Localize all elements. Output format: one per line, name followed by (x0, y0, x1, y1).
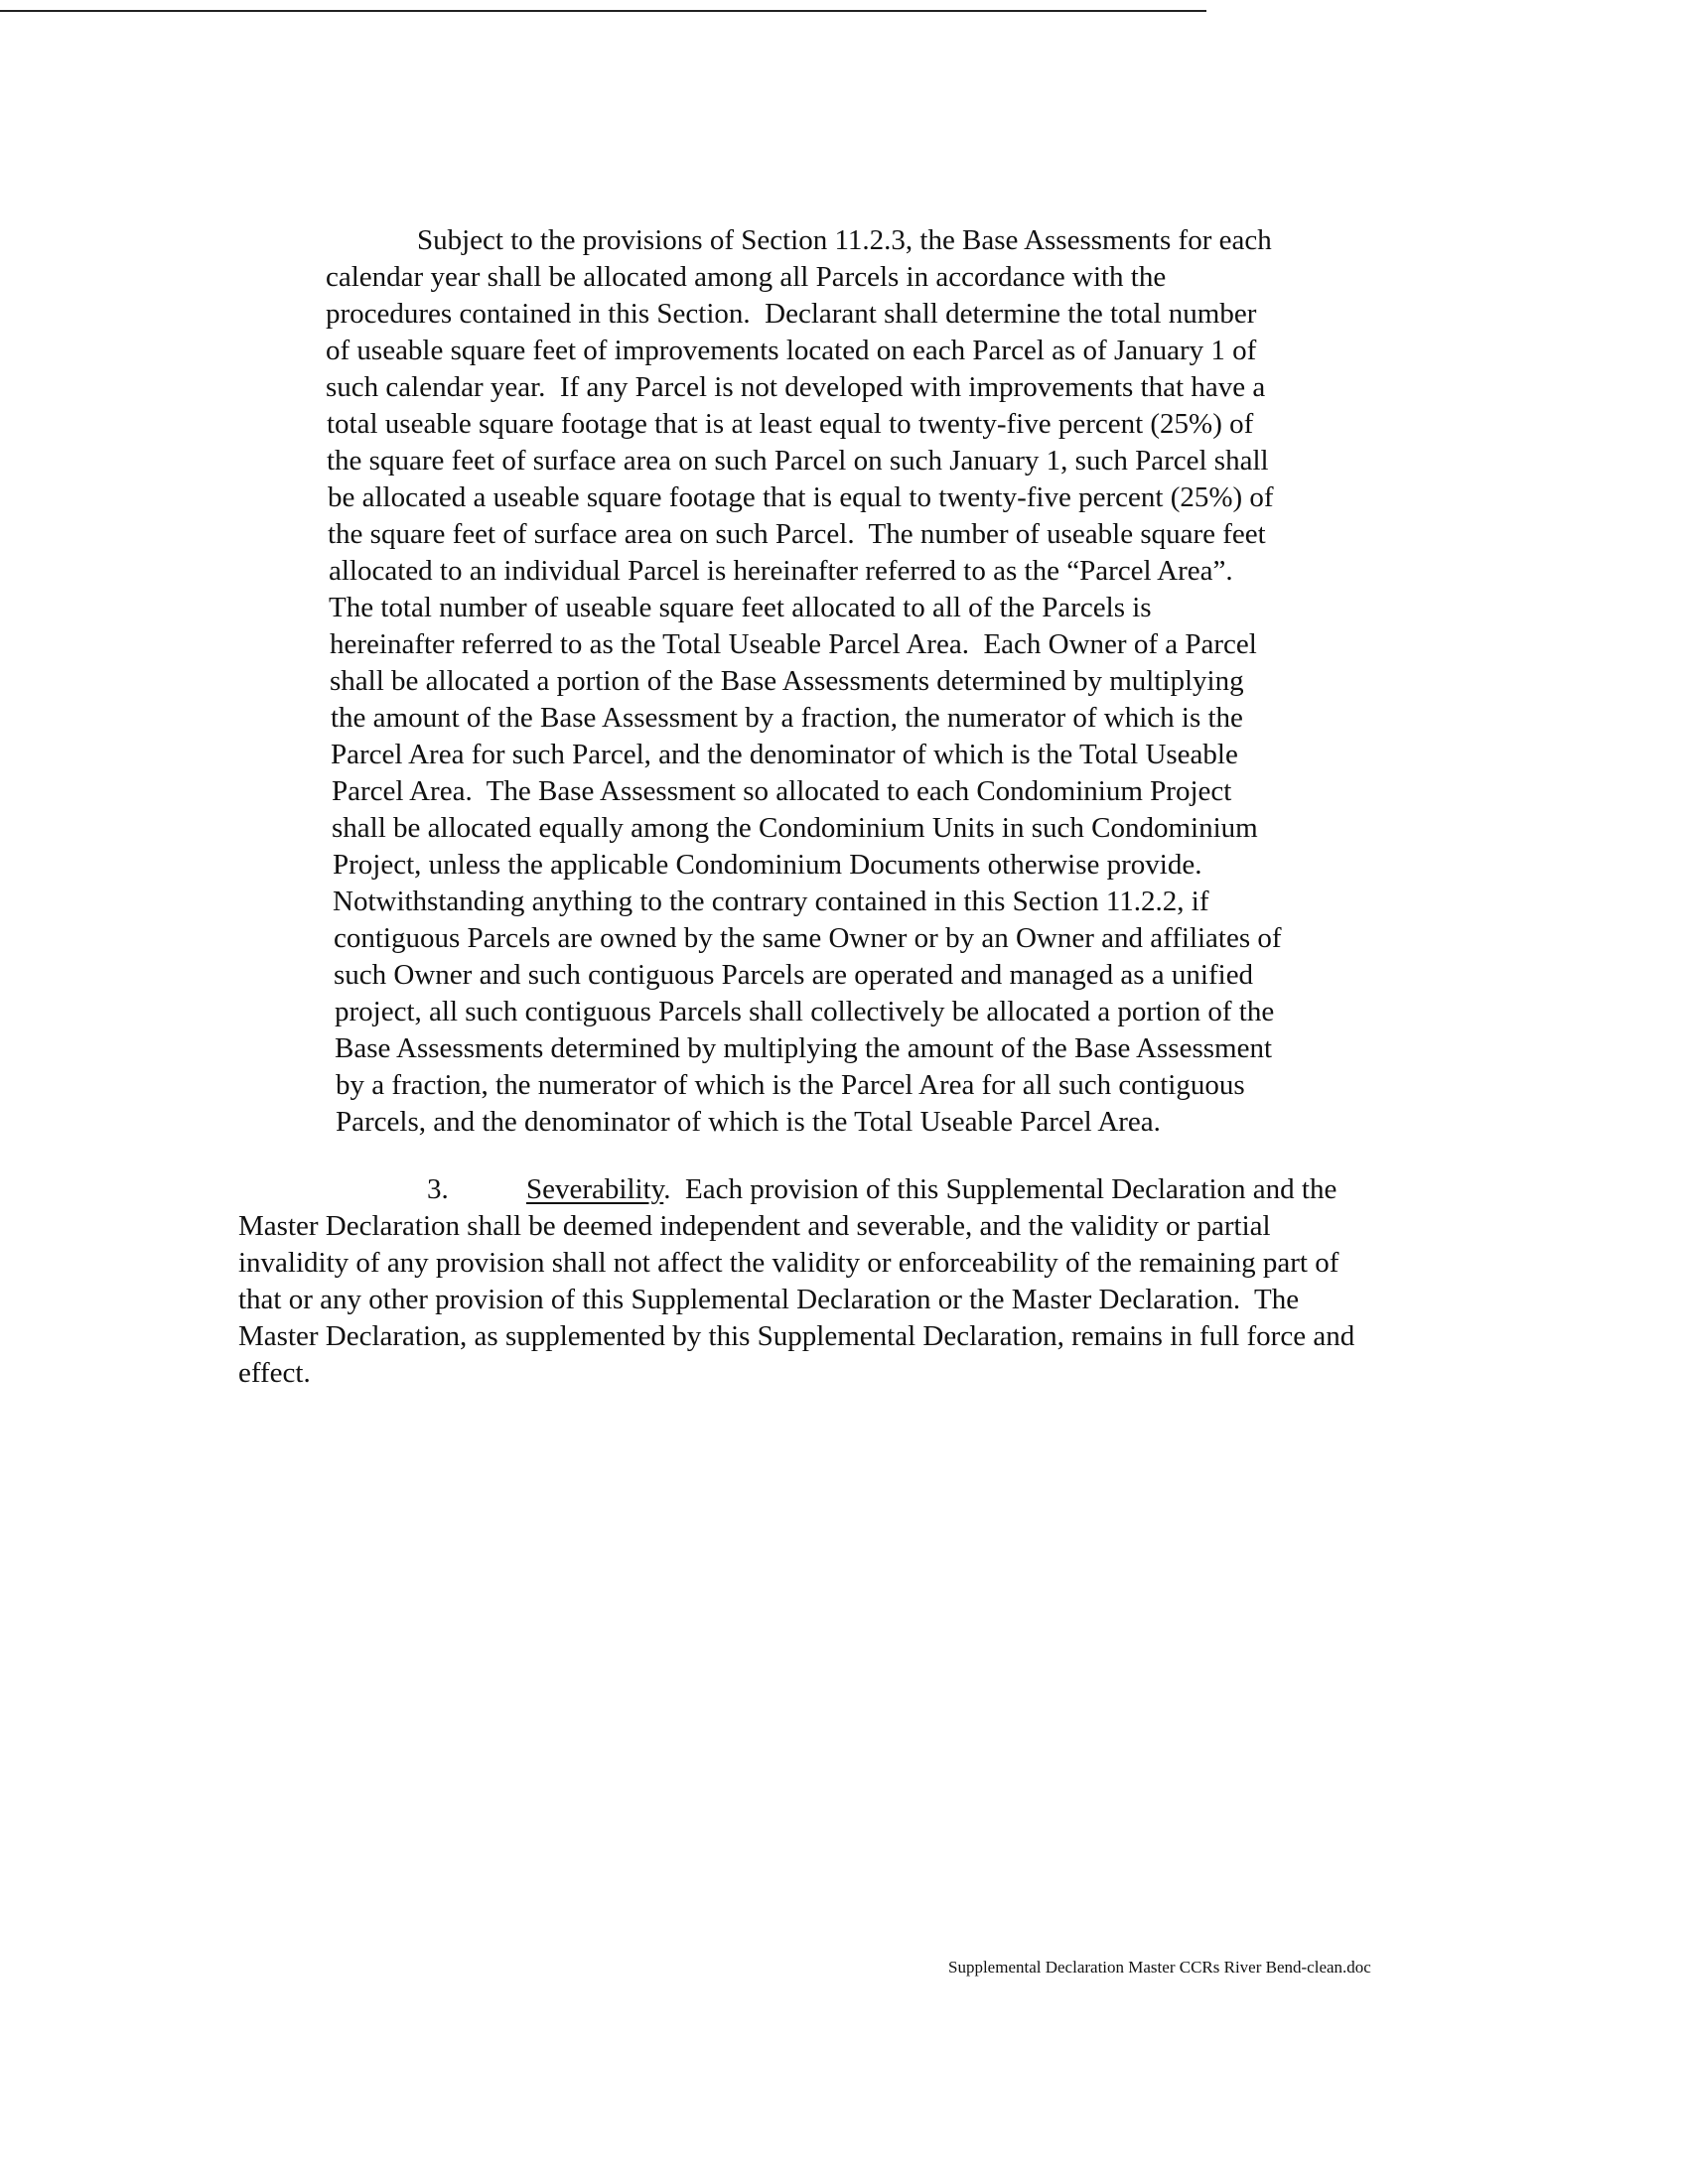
paragraph-line: the square feet of surface area on such Parcel. The number of useable square feet (328, 518, 1266, 550)
paragraph-line: be allocated a useable square footage that is equal to twenty-five percent (25%) of (328, 481, 1274, 513)
paragraph-line: shall be allocated equally among the Condominium Units in such Condominium (332, 812, 1258, 844)
section-number: 3. (427, 1173, 449, 1205)
paragraph-line: of useable square feet of improvements located on each Parcel as of January 1 of (326, 335, 1257, 366)
paragraph-line: procedures contained in this Section. Declarant shall determine the total number (326, 298, 1257, 330)
paragraph-line: shall be allocated a portion of the Base Assessments determined by multiplying (330, 665, 1244, 697)
paragraph-line: calendar year shall be allocated among all Parcels in accordance with the (326, 261, 1167, 293)
paragraph-line: contiguous Parcels are owned by the same Owner or by an Owner and affiliates of (334, 922, 1282, 954)
paragraph-line: Subject to the provisions of Section 11.2.3, the Base Assessments for each (417, 224, 1272, 256)
paragraph-line: Parcel Area. The Base Assessment so allocated to each Condominium Project (332, 775, 1232, 807)
paragraph-line: The total number of useable square feet allocated to all of the Parcels is (329, 592, 1152, 623)
paragraph-line: by a fraction, the numerator of which is the Parcel Area for all such contiguous (336, 1069, 1245, 1101)
paragraph-line: total useable square footage that is at least equal to twenty-five percent (25%) of (327, 408, 1254, 440)
paragraph-line: the amount of the Base Assessment by a fraction, the numerator of which is the (331, 702, 1243, 734)
section-line: invalidity of any provision shall not affect the validity or enforceability of the remaining part of (238, 1247, 1339, 1279)
section-heading-line (526, 1171, 1336, 1207)
paragraph-line: the square feet of surface area on such Parcel on such January 1, such Parcel shall (327, 445, 1269, 477)
section-heading-suffix: . Each provision of this Supplemental Declaration and the (663, 1173, 1337, 1205)
top-rule (0, 10, 1206, 12)
paragraph-line: hereinafter referred to as the Total Useable Parcel Area. Each Owner of a Parcel (330, 628, 1257, 660)
section-line: Master Declaration shall be deemed independent and severable, and the validity or partial (238, 1210, 1271, 1242)
section-heading: Severability (526, 1173, 664, 1205)
section-line: effect. (238, 1357, 311, 1389)
paragraph-line: Notwithstanding anything to the contrary contained in this Section 11.2.2, if (333, 886, 1209, 917)
paragraph-line: project, all such contiguous Parcels shall collectively be allocated a portion of the (335, 996, 1275, 1027)
section-line: that or any other provision of this Supplemental Declaration or the Master Declaration. The (238, 1284, 1300, 1315)
footer-filename: Supplemental Declaration Master CCRs River Bend-clean.doc (948, 1958, 1371, 1977)
paragraph-line: allocated to an individual Parcel is hereinafter referred to as the “Parcel Area”. (329, 555, 1233, 587)
paragraph-line: Base Assessments determined by multiplying the amount of the Base Assessment (335, 1032, 1273, 1064)
paragraph-line: such calendar year. If any Parcel is not developed with improvements that have a (326, 371, 1266, 403)
paragraph-line: Parcel Area for such Parcel, and the denominator of which is the Total Useable (331, 739, 1238, 770)
paragraph-line: Project, unless the applicable Condominium Documents otherwise provide. (333, 849, 1202, 881)
section-line: Master Declaration, as supplemented by this Supplemental Declaration, remains in full force and (238, 1320, 1355, 1352)
paragraph-line: Parcels, and the denominator of which is the Total Useable Parcel Area. (336, 1106, 1161, 1138)
paragraph-line: such Owner and such contiguous Parcels are operated and managed as a unified (334, 959, 1254, 991)
